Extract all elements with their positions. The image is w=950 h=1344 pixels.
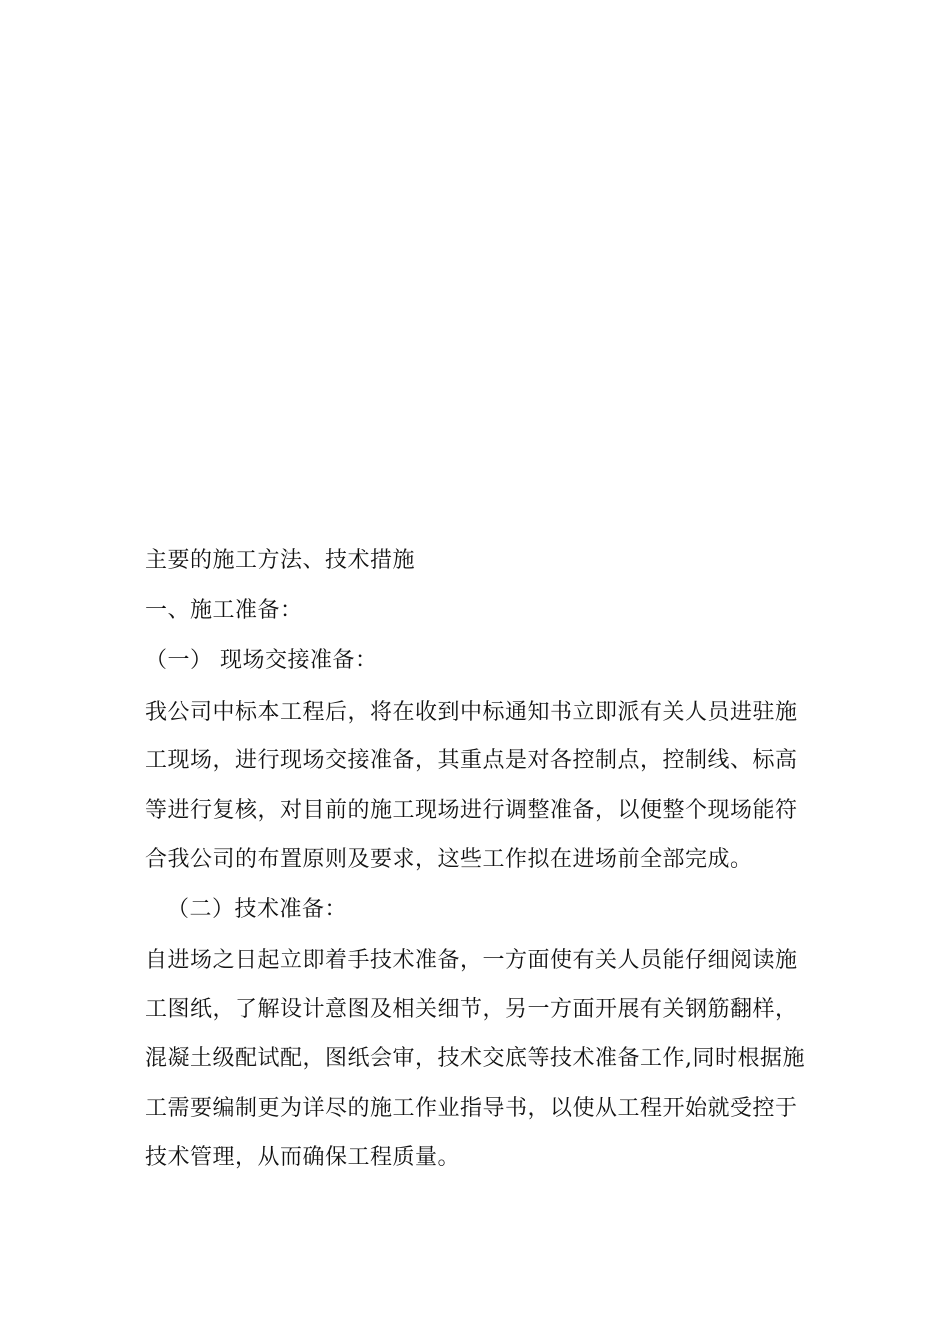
paragraph-line: 工现场，进行现场交接准备，其重点是对各控制点，控制线、标高 [145,748,798,773]
subsection-heading: （一） 现场交接准备： [145,648,378,673]
paragraph-line: 等进行复核，对目前的施工现场进行调整准备，以便整个现场能符 [145,798,798,823]
paragraph-line: 合我公司的布置原则及要求，这些工作拟在进场前全部完成。 [145,847,753,872]
document-title: 主要的施工方法、技术措施 [145,548,416,573]
paragraph-line: 工需要编制更为详尽的施工作业指导书，以使从工程开始就受控于 [145,1096,798,1121]
paragraph-line: 工图纸，了解设计意图及相关细节，另一方面开展有关钢筋翻样， [145,997,798,1022]
section-heading: 一、施工准备： [145,598,303,623]
paragraph-line: 我公司中标本工程后，将在收到中标通知书立即派有关人员进驻施 [145,700,798,725]
paragraph-line: 自进场之日起立即着手技术准备，一方面使有关人员能仔细阅读施 [145,948,798,973]
paragraph-line: 技术管理，从而确保工程质量。 [145,1145,461,1170]
subsection-heading: （二）技术准备： [167,897,348,922]
paragraph-line: 混凝土级配试配，图纸会审，技术交底等技术准备工作,同时根据施 [145,1046,805,1071]
